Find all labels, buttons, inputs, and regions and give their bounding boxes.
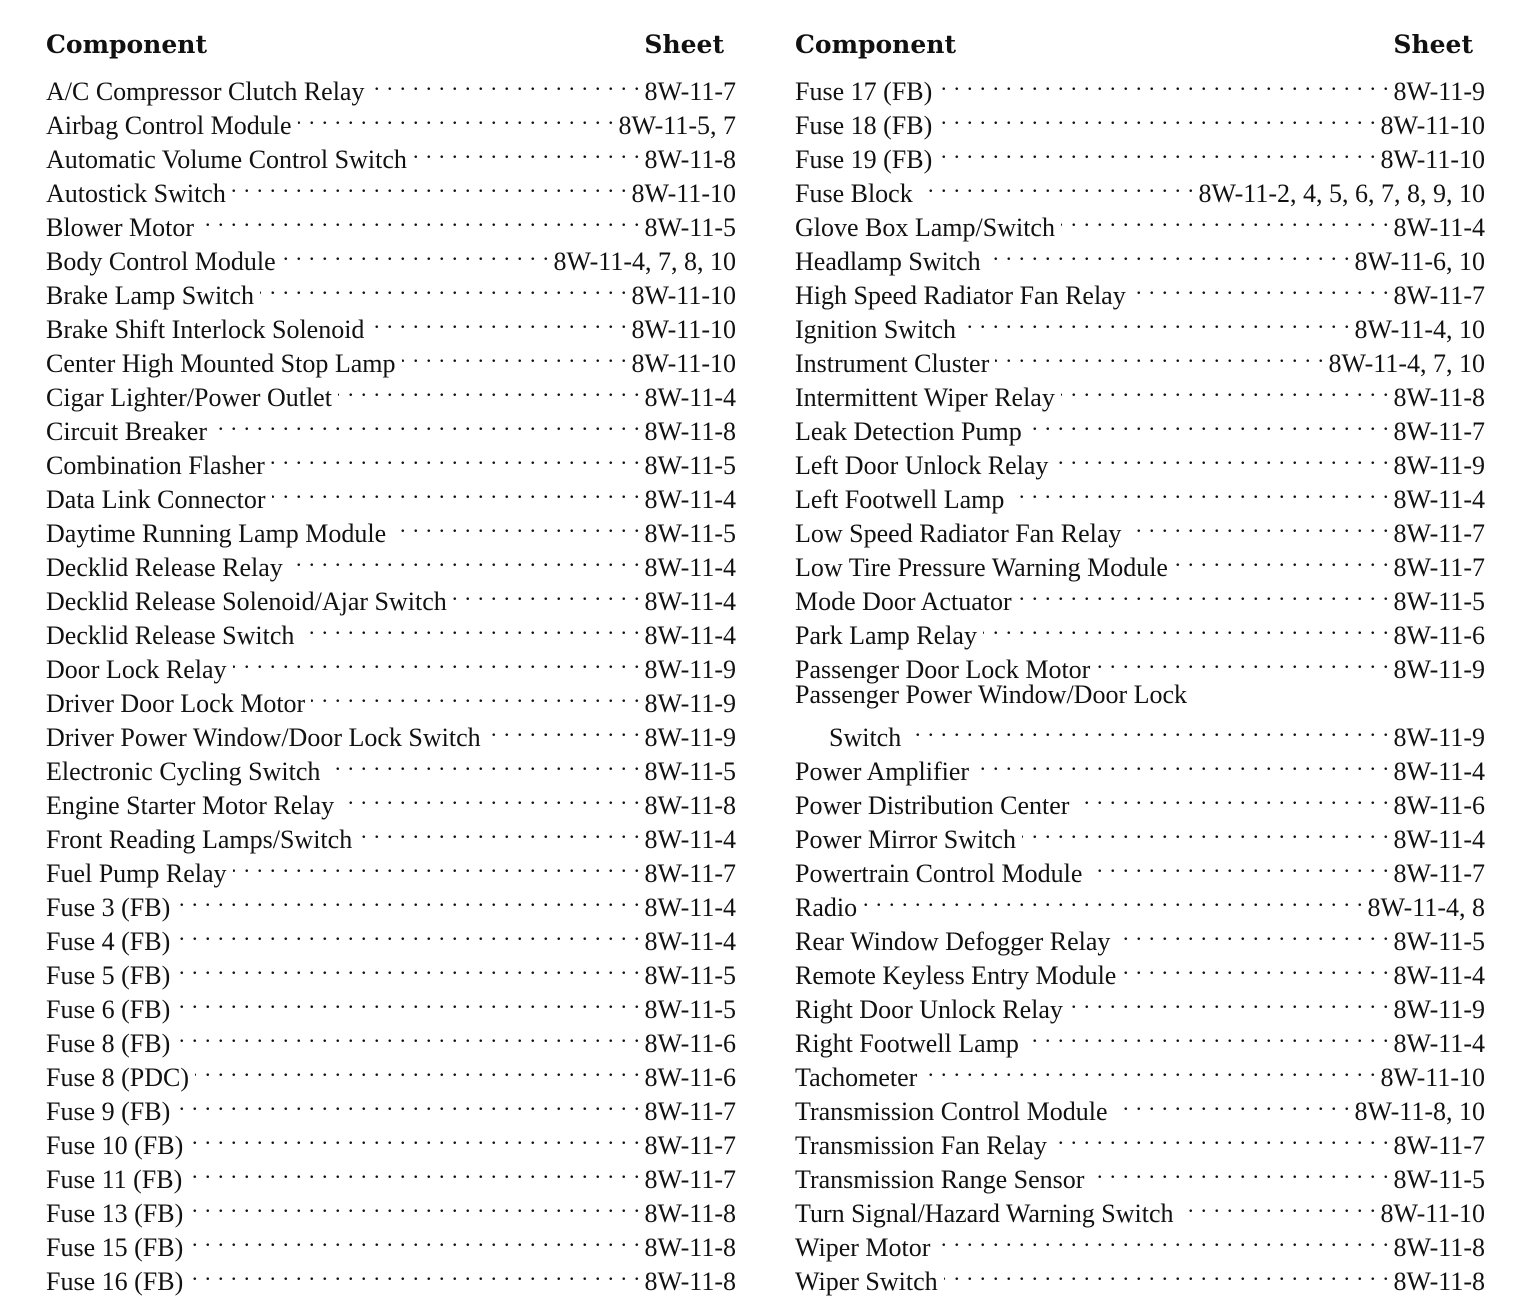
component-list: [795, 66, 1485, 1296]
sheet-reference: 8W-11-7: [1393, 553, 1485, 582]
component-name: Power Distribution Center: [795, 791, 1070, 820]
sheet-reference: 8W-11-9: [1393, 655, 1485, 684]
dot-leader: [176, 1086, 640, 1120]
sheet-reference: 8W-11-6: [644, 1063, 736, 1092]
sheet-reference: 8W-11-7: [1393, 281, 1485, 310]
sheet-reference: 8W-11-8: [1393, 383, 1485, 412]
dot-leader: [1122, 950, 1389, 984]
dot-leader: [413, 134, 641, 168]
component-name: Decklid Release Solenoid/Ajar Switch: [46, 587, 447, 616]
dot-leader: [176, 950, 640, 984]
component-name: Fuse 4 (FB): [46, 927, 171, 956]
dot-leader: [176, 882, 640, 916]
component-name: Transmission Control Module: [795, 1097, 1108, 1126]
component-name: Fuse 19 (FB): [795, 145, 933, 174]
dot-leader: [1025, 1018, 1390, 1052]
sheet-reference: 8W-11-8: [644, 145, 736, 174]
sheet-reference: 8W-11-9: [644, 655, 736, 684]
component-header: Component: [46, 30, 207, 59]
dot-leader: [176, 1018, 640, 1052]
component-name: Autostick Switch: [46, 179, 226, 208]
component-name: Left Door Unlock Relay: [795, 451, 1049, 480]
component-name: Airbag Control Module: [46, 111, 292, 140]
dot-leader: [907, 712, 1389, 746]
sheet-reference: 8W-11-4: [1393, 825, 1485, 854]
component-name: Engine Starter Motor Relay: [46, 791, 335, 820]
dot-leader: [863, 882, 1363, 916]
dot-leader: [1114, 1086, 1351, 1120]
sheet-reference: 8W-11-4, 8: [1367, 893, 1485, 922]
sheet-reference: 8W-11-7: [644, 77, 736, 106]
component-name: Tachometer: [795, 1063, 918, 1092]
component-name: Decklid Release Relay: [46, 553, 283, 582]
component-name: Leak Detection Pump: [795, 417, 1022, 446]
sheet-reference: 8W-11-8: [1393, 1267, 1485, 1296]
list-item: [795, 916, 1485, 956]
dot-leader: [272, 474, 641, 508]
sheet-reference: 8W-11-5: [644, 757, 736, 786]
component-name: Low Speed Radiator Fan Relay: [795, 519, 1122, 548]
dot-leader: [213, 406, 641, 440]
dot-leader: [195, 1052, 641, 1086]
list-item: [46, 66, 736, 106]
component-name: Fuse 11 (FB): [46, 1165, 183, 1194]
sheet-reference: 8W-11-4: [644, 587, 736, 616]
component-name: Passenger Power Window/Door Lock: [795, 680, 1188, 709]
component-name: Left Footwell Lamp: [795, 485, 1005, 514]
sheet-reference: 8W-11-5: [644, 451, 736, 480]
sheet-reference: 8W-11-5: [1393, 1165, 1485, 1194]
component-name: Electronic Cycling Switch: [46, 757, 321, 786]
component-name: Right Door Unlock Relay: [795, 995, 1063, 1024]
dot-leader: [188, 1154, 640, 1188]
sheet-reference: 8W-11-4: [644, 485, 736, 514]
dot-leader: [938, 134, 1376, 168]
sheet-reference: 8W-11-7: [644, 859, 736, 888]
dot-leader: [944, 1256, 1390, 1290]
component-name: Driver Door Lock Motor: [46, 689, 306, 718]
component-name: Brake Shift Interlock Solenoid: [46, 315, 365, 344]
component-name: Center High Mounted Stop Lamp: [46, 349, 396, 378]
list-item: [795, 712, 1485, 752]
component-name: Power Amplifier: [795, 757, 970, 786]
dot-leader: [987, 236, 1351, 270]
dot-leader: [260, 270, 628, 304]
dot-leader: [282, 236, 550, 270]
component-name: Fuse 10 (FB): [46, 1131, 184, 1160]
dot-leader: [975, 746, 1390, 780]
sheet-reference: 8W-11-8: [1393, 1233, 1485, 1262]
sheet-reference: 8W-11-4: [644, 621, 736, 650]
dot-leader: [919, 168, 1195, 202]
dot-leader: [1132, 270, 1390, 304]
dot-leader: [358, 814, 640, 848]
component-name: Radio: [795, 893, 858, 922]
component-name: Remote Keyless Entry Module: [795, 961, 1117, 990]
sheet-reference: 8W-11-5: [644, 213, 736, 242]
component-list: [46, 66, 736, 1296]
sheet-reference: 8W-11-10: [631, 281, 736, 310]
component-name: Transmission Fan Relay: [795, 1131, 1047, 1160]
component-name: Fuse 17 (FB): [795, 77, 933, 106]
list-item: [795, 882, 1485, 922]
sheet-reference: 8W-11-8: [644, 1233, 736, 1262]
component-name: Turn Signal/Hazard Warning Switch: [795, 1199, 1174, 1228]
component-name: Cigar Lighter/Power Outlet: [46, 383, 332, 412]
sheet-reference: 8W-11-5: [1393, 587, 1485, 616]
sheet-reference: 8W-11-4, 7, 8, 10: [553, 247, 736, 276]
dot-leader: [983, 610, 1390, 644]
dot-leader: [1174, 542, 1390, 576]
sheet-reference: 8W-11-2, 4, 5, 6, 7, 8, 9, 10: [1198, 179, 1485, 208]
component-name: Wiper Switch: [795, 1267, 938, 1296]
sheet-reference: 8W-11-5: [644, 961, 736, 990]
dot-leader: [938, 100, 1376, 134]
sheet-reference: 8W-11-10: [631, 179, 736, 208]
sheet-reference: 8W-11-10: [631, 349, 736, 378]
component-header: Component: [795, 30, 956, 59]
sheet-reference: 8W-11-6, 10: [1354, 247, 1485, 276]
dot-leader: [453, 576, 641, 610]
sheet-reference: 8W-11-9: [1393, 451, 1485, 480]
dot-leader: [326, 746, 640, 780]
sheet-reference: 8W-11-4: [644, 825, 736, 854]
component-name: Passenger Door Lock Motor: [795, 655, 1091, 684]
sheet-reference: 8W-11-8: [644, 1199, 736, 1228]
sheet-header: Sheet: [1393, 30, 1473, 59]
column-header: [795, 30, 1485, 66]
sheet-reference: 8W-11-7: [644, 1097, 736, 1126]
dot-leader: [1088, 848, 1389, 882]
sheet-reference: 8W-11-4: [644, 553, 736, 582]
sheet-reference: 8W-11-4, 10: [1354, 315, 1485, 344]
component-name: Brake Lamp Switch: [46, 281, 254, 310]
dot-leader: [392, 508, 640, 542]
dot-leader: [962, 304, 1350, 338]
component-name: Fuse 18 (FB): [795, 111, 933, 140]
dot-leader: [311, 678, 640, 712]
sheet-reference: 8W-11-10: [1380, 1063, 1485, 1092]
dot-leader: [402, 338, 628, 372]
sheet-reference: 8W-11-5, 7: [618, 111, 736, 140]
dot-leader: [938, 66, 1389, 100]
dot-leader: [200, 202, 640, 236]
sheet-reference: 8W-11-5: [644, 519, 736, 548]
component-name: Park Lamp Relay: [795, 621, 977, 650]
dot-leader: [233, 848, 641, 882]
sheet-reference: 8W-11-10: [1380, 1199, 1485, 1228]
sheet-reference: 8W-11-7: [644, 1165, 736, 1194]
component-name: Fuse 9 (FB): [46, 1097, 171, 1126]
component-name: Glove Box Lamp/Switch: [795, 213, 1055, 242]
component-name: Fuse Block: [795, 179, 913, 208]
dot-leader: [1061, 202, 1390, 236]
sheet-reference: 8W-11-4: [1393, 485, 1485, 514]
dot-leader: [289, 542, 641, 576]
dot-leader: [1010, 474, 1389, 508]
component-name: Powertrain Control Module: [795, 859, 1083, 888]
component-name: Blower Motor: [46, 213, 195, 242]
component-name: Daytime Running Lamp Module: [46, 519, 387, 548]
sheet-reference: 8W-11-10: [631, 315, 736, 344]
component-name: Ignition Switch: [795, 315, 957, 344]
dot-leader: [923, 1052, 1376, 1086]
dot-leader: [1075, 780, 1389, 814]
dot-leader: [189, 1256, 640, 1290]
component-name: Automatic Volume Control Switch: [46, 145, 407, 174]
dot-leader: [1069, 984, 1390, 1018]
dot-leader: [1054, 440, 1389, 474]
list-item: [795, 678, 1485, 712]
component-name: Circuit Breaker: [46, 417, 207, 446]
sheet-reference: 8W-11-6: [1393, 791, 1485, 820]
sheet-reference: 8W-11-4: [1393, 961, 1485, 990]
sheet-reference: 8W-11-5: [644, 995, 736, 1024]
sheet-reference: 8W-11-9: [1393, 77, 1485, 106]
component-name: High Speed Radiator Fan Relay: [795, 281, 1126, 310]
component-name: Power Mirror Switch: [795, 825, 1016, 854]
sheet-reference: 8W-11-9: [644, 689, 736, 718]
sheet-reference: 8W-11-6: [644, 1029, 736, 1058]
sheet-reference: 8W-11-7: [1393, 417, 1485, 446]
sheet-reference: 8W-11-9: [644, 723, 736, 752]
sheet-reference: 8W-11-4: [644, 893, 736, 922]
component-name: Front Reading Lamps/Switch: [46, 825, 353, 854]
dot-leader: [936, 1222, 1389, 1256]
dot-leader: [1061, 372, 1390, 406]
component-name: Fuse 16 (FB): [46, 1267, 184, 1296]
dot-leader: [189, 1120, 640, 1154]
dot-leader: [370, 304, 627, 338]
right-column: [795, 30, 1485, 1296]
sheet-reference: 8W-11-7: [644, 1131, 736, 1160]
dot-leader: [1127, 508, 1389, 542]
sheet-reference: 8W-11-6: [1393, 621, 1485, 650]
dot-leader: [995, 338, 1324, 372]
sheet-reference: 8W-11-10: [1380, 145, 1485, 174]
component-name: Door Lock Relay: [46, 655, 227, 684]
dot-leader: [1180, 1188, 1377, 1222]
component-name: Driver Power Window/Door Lock Switch: [46, 723, 481, 752]
component-name: Fuse 13 (FB): [46, 1199, 184, 1228]
component-name: Fuse 6 (FB): [46, 995, 171, 1024]
sheet-reference: 8W-11-4: [1393, 1029, 1485, 1058]
sheet-reference: 8W-11-9: [1393, 723, 1485, 752]
dot-leader: [1018, 576, 1390, 610]
dot-leader: [340, 780, 640, 814]
dot-leader: [1096, 644, 1389, 678]
dot-leader: [1053, 1120, 1390, 1154]
left-column: [46, 30, 736, 1296]
sheet-reference: 8W-11-8: [644, 791, 736, 820]
dot-leader: [232, 168, 628, 202]
sheet-reference: 8W-11-10: [1380, 111, 1485, 140]
column-header: [46, 30, 736, 66]
sheet-reference: 8W-11-7: [1393, 859, 1485, 888]
component-name: Fuel Pump Relay: [46, 859, 227, 888]
dot-leader: [176, 984, 640, 1018]
sheet-reference: 8W-11-9: [1393, 995, 1485, 1024]
dot-leader: [271, 440, 641, 474]
dot-leader: [189, 1188, 640, 1222]
component-name: Combination Flasher: [46, 451, 265, 480]
sheet-reference: 8W-11-5: [1393, 927, 1485, 956]
component-name: Fuse 3 (FB): [46, 893, 171, 922]
component-name: Decklid Release Switch: [46, 621, 295, 650]
component-name: Mode Door Actuator: [795, 587, 1012, 616]
dot-leader: [1028, 406, 1390, 440]
sheet-reference: 8W-11-8: [644, 1267, 736, 1296]
component-name: Fuse 8 (PDC): [46, 1063, 190, 1092]
dot-leader: [338, 372, 641, 406]
dot-leader: [233, 644, 641, 678]
sheet-reference: 8W-11-7: [1393, 519, 1485, 548]
list-item: [795, 66, 1485, 106]
sheet-reference: 8W-11-4: [1393, 757, 1485, 786]
dot-leader: [487, 712, 641, 746]
component-name: Right Footwell Lamp: [795, 1029, 1019, 1058]
dot-leader: [189, 1222, 640, 1256]
sheet-reference: 8W-11-4: [1393, 213, 1485, 242]
dot-leader: [1022, 814, 1390, 848]
dot-leader: [1090, 1154, 1389, 1188]
dot-leader: [370, 66, 640, 100]
dot-leader: [1116, 916, 1389, 950]
component-name: A/C Compressor Clutch Relay: [46, 77, 365, 106]
component-name: Low Tire Pressure Warning Module: [795, 553, 1168, 582]
component-name: Fuse 8 (FB): [46, 1029, 171, 1058]
component-name: Fuse 5 (FB): [46, 961, 171, 990]
sheet-reference: 8W-11-4, 7, 10: [1328, 349, 1485, 378]
component-name: Transmission Range Sensor: [795, 1165, 1085, 1194]
sheet-reference: 8W-11-4: [644, 383, 736, 412]
component-name: Wiper Motor: [795, 1233, 931, 1262]
sheet-header: Sheet: [644, 30, 724, 59]
component-name: Data Link Connector: [46, 485, 266, 514]
sheet-reference: 8W-11-8, 10: [1354, 1097, 1485, 1126]
component-name: Intermittent Wiper Relay: [795, 383, 1055, 412]
sheet-reference: 8W-11-8: [644, 417, 736, 446]
sheet-reference: 8W-11-7: [1393, 1131, 1485, 1160]
component-name: Switch: [829, 723, 902, 752]
component-name: Fuse 15 (FB): [46, 1233, 184, 1262]
component-name: Body Control Module: [46, 247, 276, 276]
sheet-reference: 8W-11-4: [644, 927, 736, 956]
component-name: Rear Window Defogger Relay: [795, 927, 1111, 956]
dot-leader: [176, 916, 640, 950]
dot-leader: [298, 100, 615, 134]
component-name: Headlamp Switch: [795, 247, 981, 276]
dot-leader: [300, 610, 640, 644]
component-name: Instrument Cluster: [795, 349, 990, 378]
